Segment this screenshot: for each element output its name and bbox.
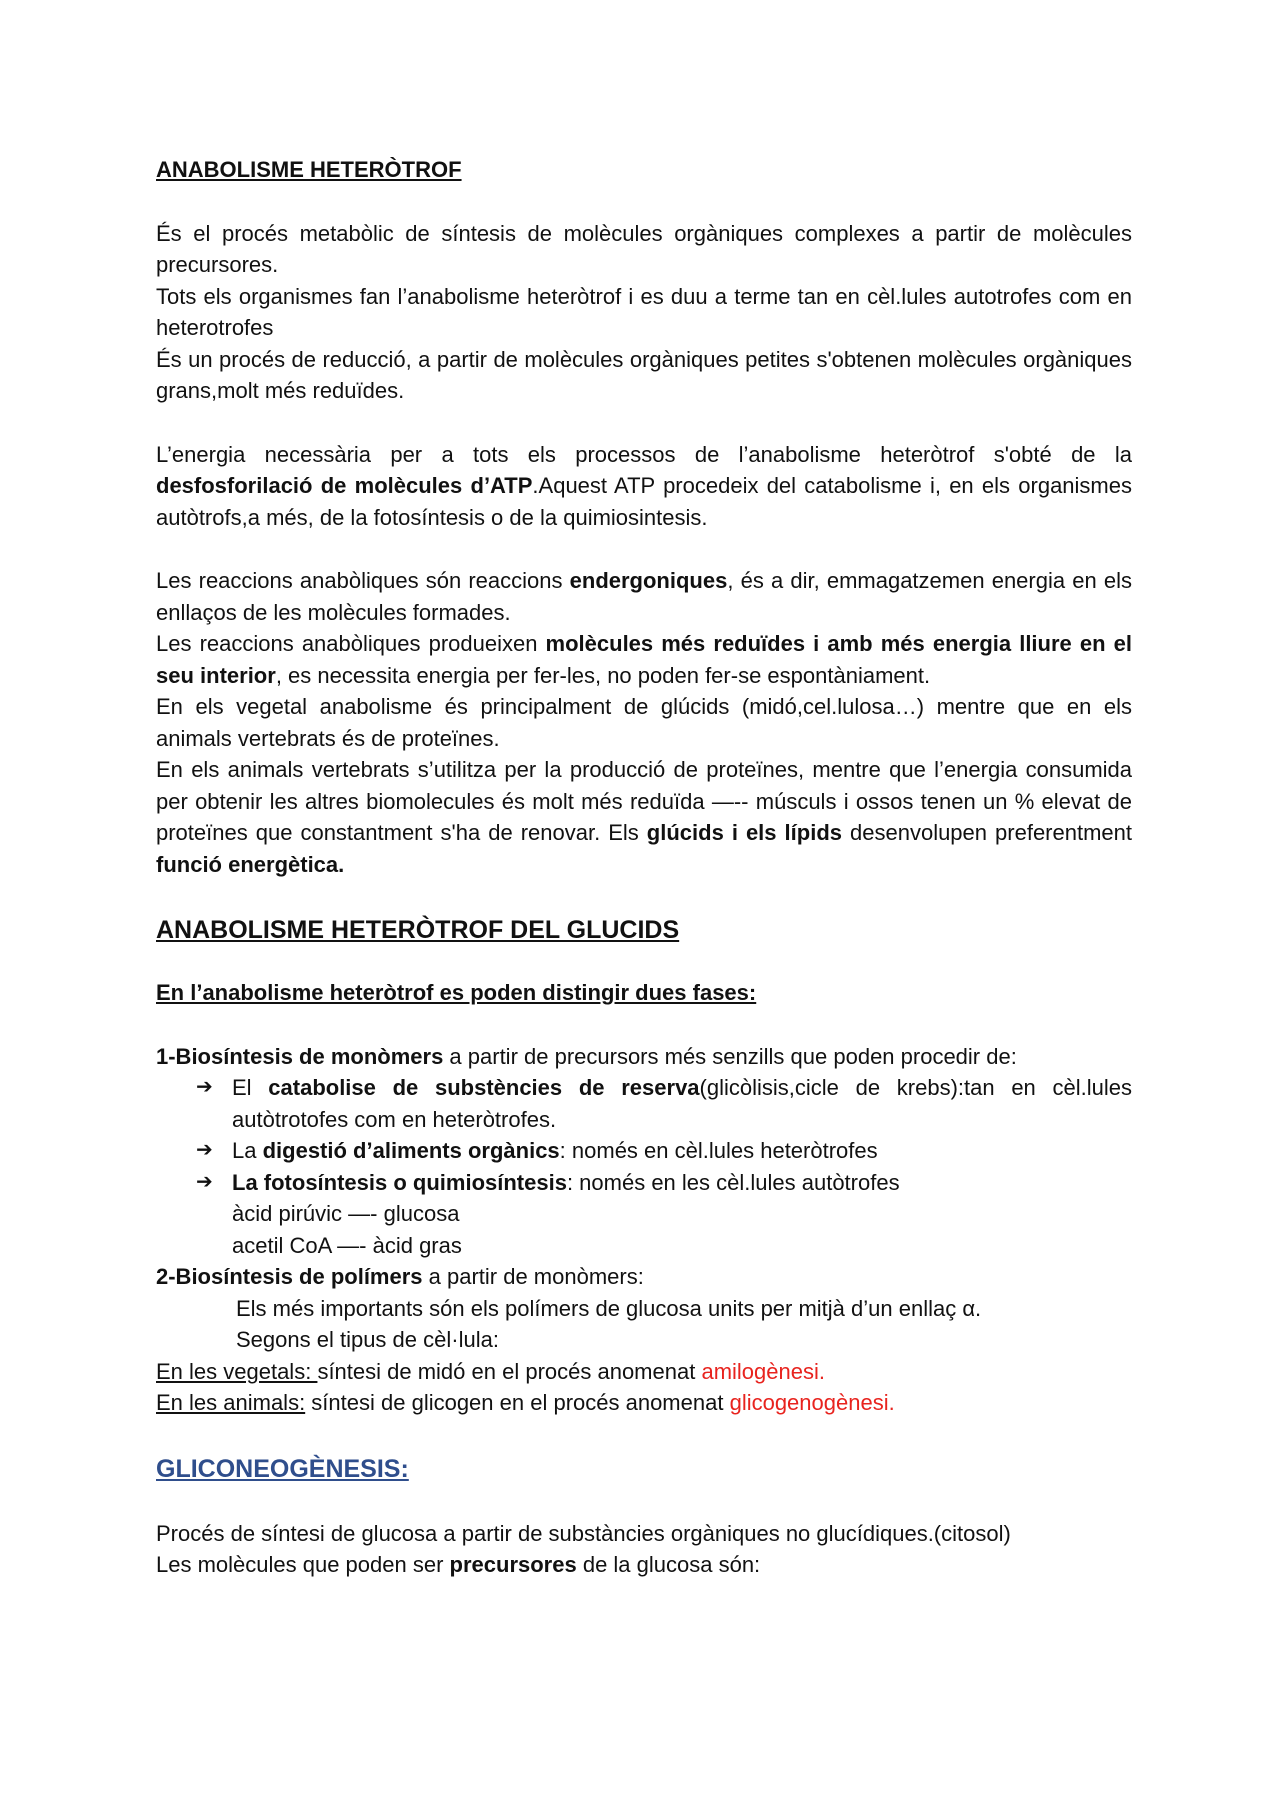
paragraph-reduction: És un procés de reducció, a partir de molècules orgàniques petites s'obtenen molècules orgàniques grans,molt més reduïdes. [156,346,1132,403]
paragraph-vertebrates: En els animals vertebrats s’utilitza per la producció de proteïnes, mentre que l’energia consumida per obtenir les altres biomolecules és molt més reduïda —-- músculs i ossos tenen un % elevat de proteïnes que constantment s'ha de renovar. Els glúcids i els lípids desenvolupen preferentment funció energètica. [156,757,1132,877]
term-glicogenogenesi: glicogenogènesi. [729,1390,895,1415]
vegetal-synthesis: En les vegetals: síntesi de midó en el procés anomenat amilogènesi. [156,1358,825,1384]
phase-1: 1-Biosíntesis de monòmers a partir de precursors més senzills que poden procedir de: [156,1043,1017,1069]
term-atp: desfosforilació de molècules d’ATP [156,473,533,498]
term-endergonic: endergoniques [569,568,728,593]
section-title-anabolisme: ANABOLISME HETERÒTROF [156,157,462,182]
conversion-pyruvate: àcid pirúvic —- glucosa [232,1201,460,1226]
paragraph-organisms: Tots els organismes fan l’anabolisme heteròtrof i es duu a terme tan en cèl.lules autotrofes com en heterotrofes [156,283,1132,340]
term-precursors: precursores [449,1552,577,1577]
arrow-right-icon: ➔ [196,1170,213,1193]
section-title-gluconeogenesis: GLICONEOGÈNESIS: [156,1454,409,1483]
phase-2: 2-Biosíntesis de polímers a partir de monòmers: [156,1264,644,1289]
phase-1-sources [156,1072,1132,1198]
section-title-glucids: ANABOLISME HETERÒTROF DEL GLUCIDS [156,916,680,944]
term-energetic-function: funció energètica. [156,851,345,877]
paragraph-energy: L’energia necessària per a tots els processos de l’anabolisme heteròtrof s'obté de la desfosforilació de molècules d’ATP.Aquest ATP procedeix del catabolisme i, en els organismes autòtrofs,a més, de la fotosíntesis o de la quimiosintesis. [156,441,1132,530]
arrow-right-icon: ➔ [196,1076,213,1098]
paragraph-vegetal: En els vegetal anabolisme és principalment de glúcids (midó,cel.lulosa…) mentre que en els animals vertebrats és de proteïnes. [156,694,1132,751]
paragraph-endergonic: Les reaccions anabòliques són reaccions endergoniques, és a dir, emmagatzemen energia en els enllaços de les molècules formades. [156,568,1132,625]
cell-type-text: Segons el tipus de cèl·lula: [236,1327,499,1352]
polymers-text: Els més importants són els polímers de glucosa units per mitjà d’un enllaç α. [236,1295,982,1321]
paragraph-reduced-molecules: Les reaccions anabòliques produeixen molècules més reduïdes i amb més energia lliure en el seu interior, es necessita energia per fer-les, no poden fer-se espontàniament. [156,631,1132,688]
list-item: ➔ El catabolise de substències de reserva(glicòlisis,cicle de krebs):tan en cèl.lules autòtrotofes com en heteròtrofes. [156,1072,1132,1135]
paragraph-gluconeogenesis: Procés de síntesi de glucosa a partir de substàncies orgàniques no glucídiques.(citosol) [156,1520,1011,1546]
paragraph-precursors: Les molècules que poden ser precursores de la glucosa són: [156,1552,761,1577]
term-glucids-lipids: glúcids i els lípids [646,820,842,845]
animal-synthesis: En les animals: síntesi de glicogen en el procés anomenat glicogenogènesi. [156,1390,895,1415]
list-item: ➔ La digestió d’aliments orgànics: només en cèl.lules heteròtrofes [156,1135,1132,1167]
term-amilogenesi: amilogènesi. [701,1358,825,1384]
term-reduced-molecules: molècules més reduïdes i amb més energia lliure en el seu interior [156,631,1132,688]
paragraph-definition: És el procés metabòlic de síntesis de molècules orgàniques complexes a partir de molècules precursores. [156,220,1132,277]
list-item: ➔ La fotosíntesis o quimiosíntesis: només en les cèl.lules autòtrofes [156,1167,1132,1199]
conversion-acetyl: acetil CoA —- àcid gras [232,1232,462,1258]
arrow-right-icon: ➔ [196,1139,213,1161]
subtitle-phases: En l’anabolisme heteròtrof es poden distingir dues fases: [156,980,757,1005]
